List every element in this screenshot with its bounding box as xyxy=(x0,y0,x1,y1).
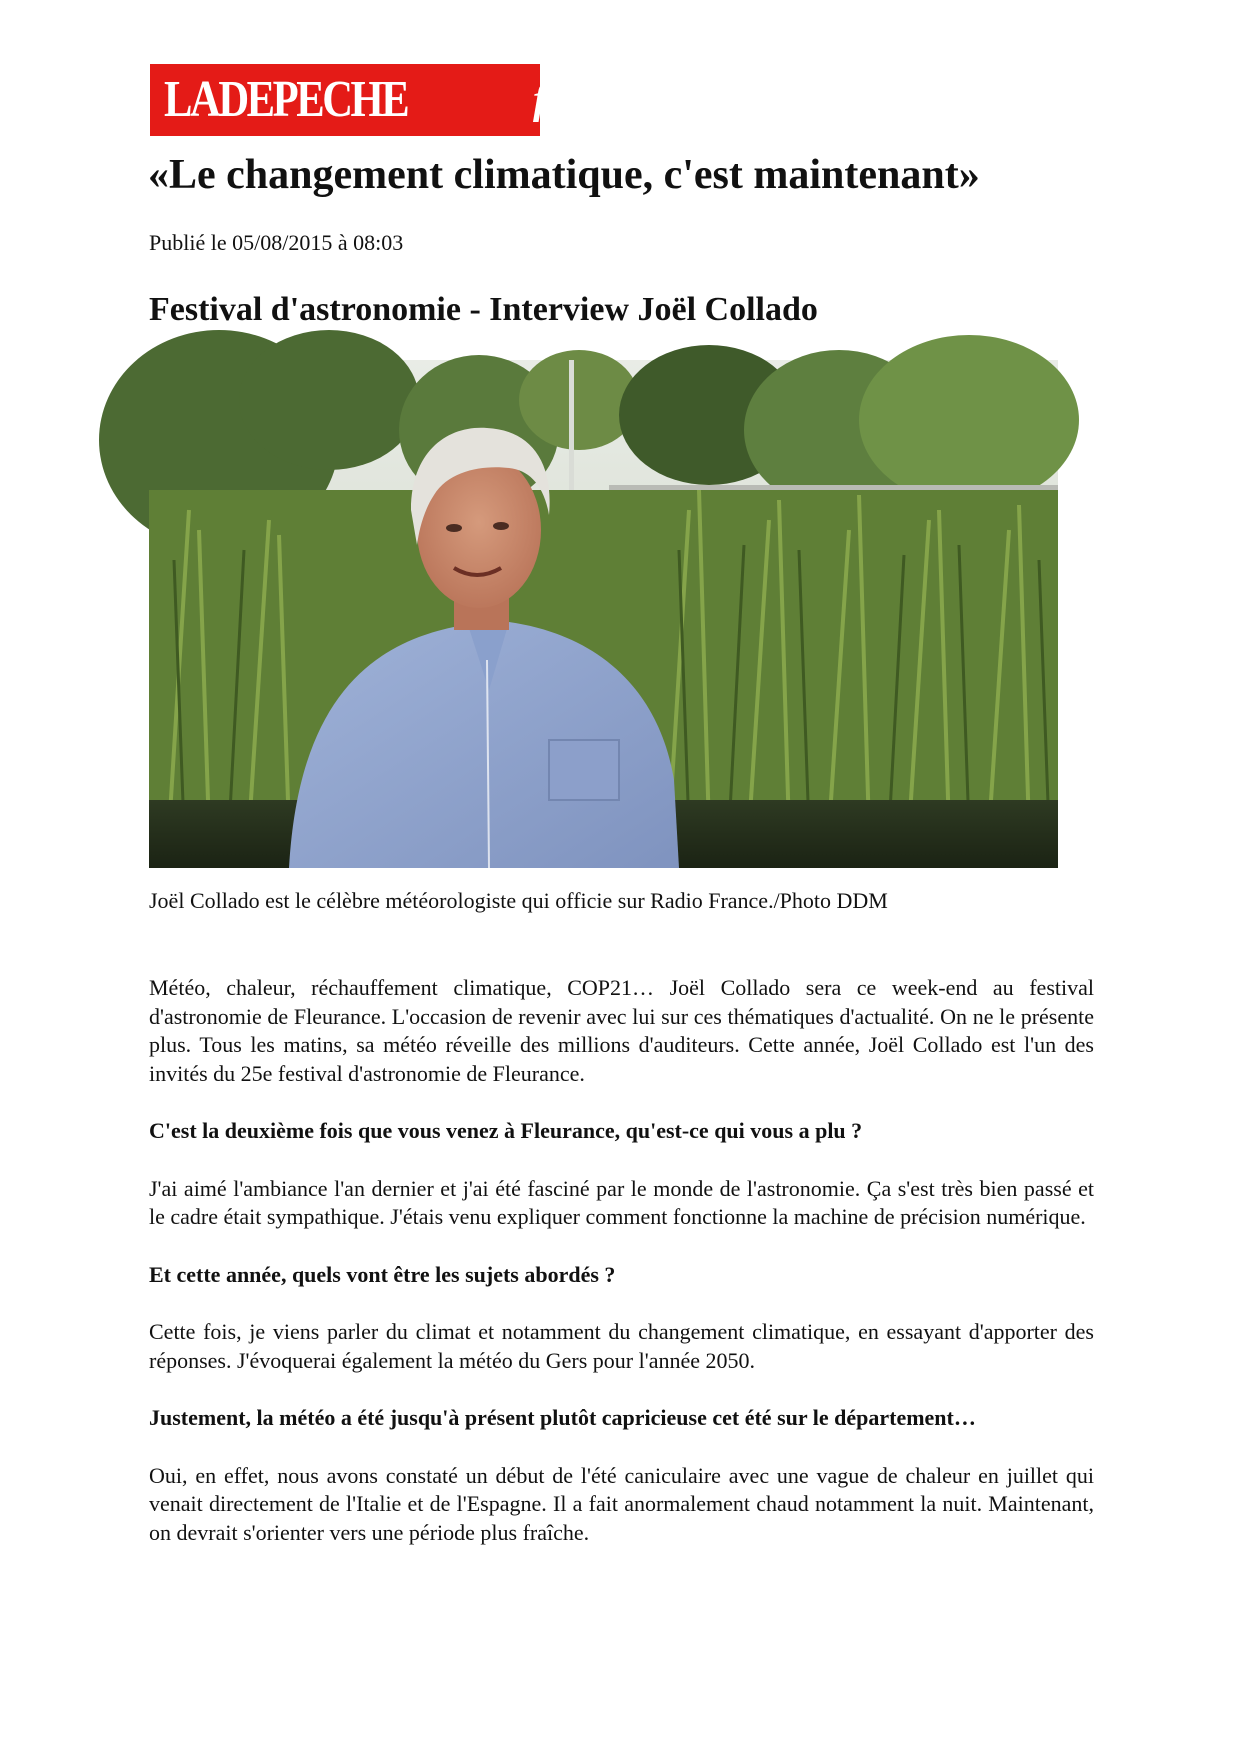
publish-date: Publié le 05/08/2015 à 08:03 xyxy=(149,230,404,255)
article-body xyxy=(149,974,1094,1576)
question-2: Et cette année, quels vont être les sujets abordés ? xyxy=(149,1261,616,1287)
answer-1: J'ai aimé l'ambiance l'an dernier et j'ai été fasciné par le monde de l'astronomie. Ça s'est très bien passé et le cadre était sympathique. J'étais venu expliquer comment fonctionne la machine de précision numérique. xyxy=(149,1175,1094,1229)
question-1: C'est la deuxième fois que vous venez à Fleurance, qu'est-ce qui vous a plu ? xyxy=(149,1118,863,1143)
article-title: «Le changement climatique, c'est maintenant» xyxy=(148,152,980,198)
site-logo[interactable] xyxy=(150,64,564,136)
logo-wordmark: LADEPECHE xyxy=(164,71,408,128)
answer-2: Cette fois, je viens parler du climat et notamment du changement climatique, en essayant d'apporter des réponses. J'évoquerai également la météo du Gers pour l'année 2050. xyxy=(149,1319,1094,1373)
intro-paragraph: Météo, chaleur, réchauffement climatique, COP21… Joël Collado sera ce week-end au festival d'astronomie de Fleurance. L'occasion de revenir avec lui sur ces thématiques d'actualité. On ne le présente plus. Tous les matins, sa météo réveille des millions d'auditeurs. Cette année, Joël Collado est l'un des invités du 25e festival d'astronomie de Fleurance. xyxy=(149,975,1094,1086)
article-photo xyxy=(149,360,1058,868)
answer-3: Oui, en effet, nous avons constaté un début de l'été caniculaire avec une vague de chaleur en juillet qui venait directement de l'Italie et de l'Espagne. Il a fait anormalement chaud notamment la nuit. Maintenant, on devrait s'orienter vers une période plus fraîche. xyxy=(149,1462,1094,1545)
logo-suffix: fr xyxy=(533,77,564,123)
photo-caption: Joël Collado est le célèbre météorologiste qui officie sur Radio France./Photo DDM xyxy=(149,888,888,913)
question-3: Justement, la météo a été jusqu'à présent plutôt capricieuse cet été sur le département… xyxy=(149,1405,976,1430)
article-subtitle: Festival d'astronomie - Interview Joël Collado xyxy=(149,291,818,328)
